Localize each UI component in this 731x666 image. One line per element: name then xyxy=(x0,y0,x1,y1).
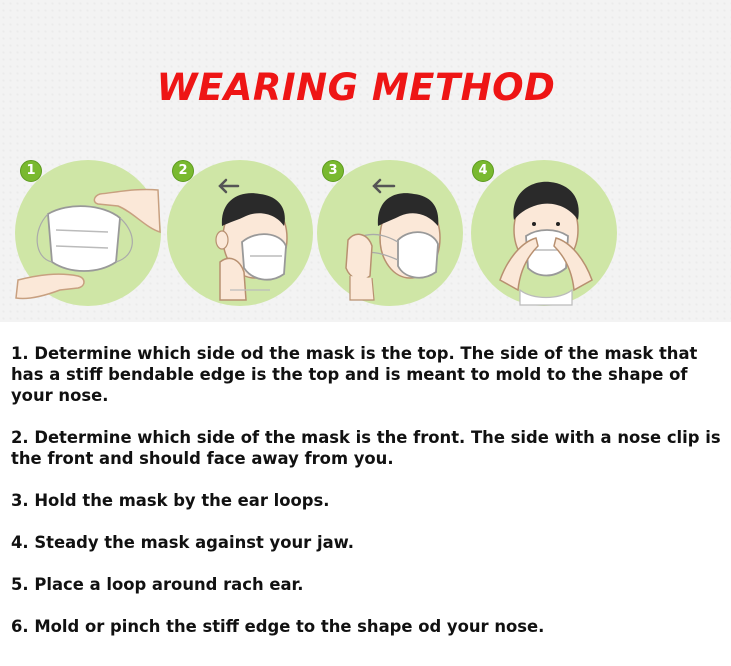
instruction-step-2: 2. Determine which side of the mask is the front. The side with a nose clip is the front and should face away from you. xyxy=(11,428,721,468)
instruction-step-6: 6. Mold or pinch the stiff edge to the shape od your nose. xyxy=(11,617,545,636)
instruction-step-5: 5. Place a loop around rach ear. xyxy=(11,575,304,594)
step-4-illustration xyxy=(460,150,610,310)
instruction-step-1: 1. Determine which side od the mask is the top. The side of the mask that has a stiff bendable edge is the top and is meant to mold to the shape of your nose. xyxy=(11,344,698,405)
step-number-badge: 2 xyxy=(172,160,194,182)
instruction-step-4: 4. Steady the mask against your jaw. xyxy=(11,533,354,552)
step-number-badge: 4 xyxy=(472,160,494,182)
step-3-illustration xyxy=(310,150,460,310)
step-1-illustration xyxy=(8,150,158,310)
instruction-step-3: 3. Hold the mask by the ear loops. xyxy=(11,491,330,510)
steps-illustration xyxy=(0,150,731,322)
page-title: WEARING METHOD xyxy=(156,66,556,109)
step-number-badge: 1 xyxy=(20,160,42,182)
instructions-list xyxy=(11,343,721,658)
step-number-badge: 3 xyxy=(322,160,344,182)
step-2-illustration xyxy=(160,150,310,310)
